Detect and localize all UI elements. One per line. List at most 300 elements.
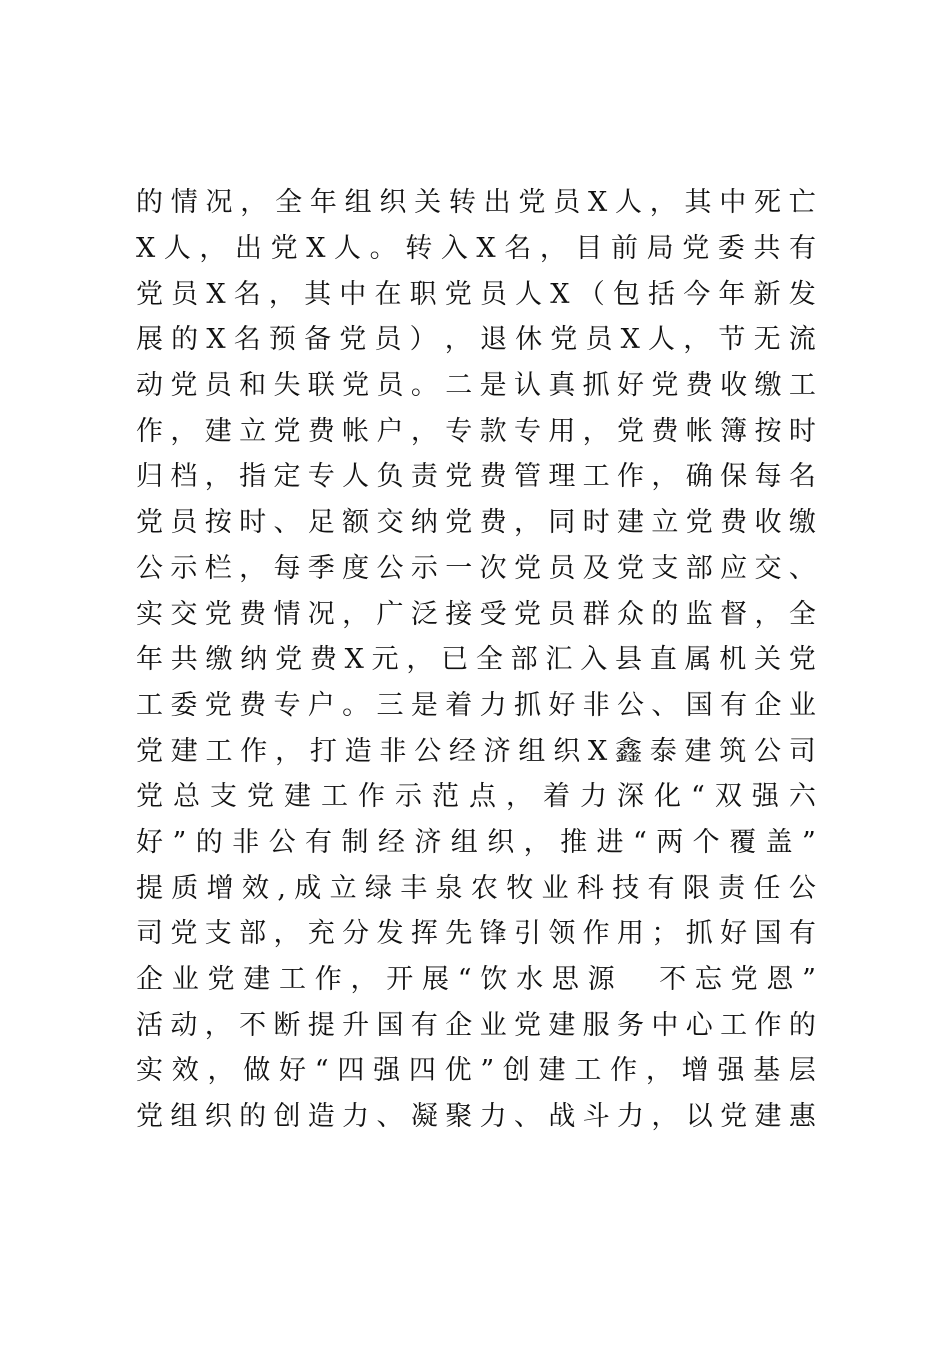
glyph: 、 (273, 507, 301, 539)
glyph: 中 (719, 187, 747, 219)
glyph: 时 (239, 507, 267, 539)
glyph: 科 (576, 872, 604, 904)
glyph: 情 (273, 598, 301, 630)
glyph: 着 (445, 689, 473, 721)
glyph: 应 (720, 552, 748, 584)
glyph: 死 (754, 187, 782, 219)
glyph: 员 (170, 507, 198, 539)
glyph: 党 (339, 324, 367, 356)
glyph: 元 (371, 644, 399, 676)
glyph: 抓 (513, 689, 541, 721)
glyph: 活 (136, 1009, 163, 1041)
glyph: 六 (788, 781, 816, 813)
glyph: 工 (788, 370, 816, 402)
glyph: 纳 (240, 644, 268, 676)
glyph: 部 (685, 552, 713, 584)
glyph: 次 (479, 552, 507, 584)
glyph: ， (240, 187, 268, 219)
glyph: 专 (307, 461, 335, 493)
glyph: 好 (279, 1055, 306, 1087)
glyph: 包 (612, 278, 640, 310)
glyph: 监 (685, 598, 713, 630)
glyph: ， (410, 415, 438, 447)
glyph: 委 (170, 689, 198, 721)
glyph: 备 (304, 324, 332, 356)
glyph: 有 (788, 233, 816, 265)
glyph: 员 (585, 324, 613, 356)
glyph: 和 (239, 370, 267, 402)
glyph: 抓 (685, 918, 713, 950)
glyph: 组 (344, 187, 372, 219)
glyph: 党 (651, 370, 679, 402)
glyph: 帐 (342, 415, 370, 447)
glyph: 个 (692, 826, 720, 858)
glyph: 质 (171, 872, 199, 904)
glyph: 况 (205, 187, 233, 219)
glyph: 名 (788, 461, 816, 493)
glyph: 开 (386, 964, 414, 996)
glyph: 人 (515, 278, 543, 310)
glyph: 力 (580, 781, 607, 813)
glyph: 强 (373, 1055, 401, 1087)
glyph: 司 (136, 918, 163, 950)
glyph: 制 (341, 826, 369, 858)
glyph: 展 (422, 964, 449, 996)
glyph: 点 (469, 781, 496, 813)
glyph: 司 (788, 735, 816, 767)
glyph: 二 (445, 370, 473, 402)
glyph: 凝 (410, 1101, 438, 1133)
glyph: 领 (548, 918, 576, 950)
glyph: 做 (243, 1055, 271, 1087)
glyph: 属 (684, 644, 712, 676)
glyph: 入 (580, 644, 608, 676)
glyph: 员 (479, 278, 507, 310)
text-line (136, 454, 816, 500)
glyph: X (620, 324, 640, 356)
glyph: 交 (376, 507, 404, 539)
glyph: 名 (233, 324, 261, 356)
glyph: 责 (410, 461, 438, 493)
glyph: ” (802, 964, 816, 996)
glyph: 泰 (649, 735, 677, 767)
glyph: X (550, 278, 570, 310)
glyph: 党 (730, 964, 758, 996)
glyph: 造 (307, 1101, 335, 1133)
glyph: ， (506, 781, 533, 813)
glyph: 费 (307, 415, 335, 447)
glyph: 、 (651, 689, 679, 721)
glyph: 栏 (204, 552, 232, 584)
glyph: 工 (582, 461, 610, 493)
glyph: 费 (309, 644, 337, 676)
text-line (136, 226, 816, 272)
glyph: 作 (240, 735, 268, 767)
glyph: ， (239, 552, 267, 584)
glyph: 组 (170, 1101, 198, 1133)
glyph: 业 (541, 872, 569, 904)
glyph: 公 (414, 735, 442, 767)
glyph: 关 (414, 187, 442, 219)
glyph: ） (409, 324, 437, 356)
glyph: 党 (207, 964, 235, 996)
glyph: 工 (574, 1055, 602, 1087)
glyph: 人 (342, 461, 370, 493)
glyph: 在 (374, 278, 402, 310)
glyph: 济 (414, 826, 442, 858)
glyph: 委 (717, 233, 745, 265)
glyph: 中 (651, 1009, 679, 1041)
glyph: 纳 (410, 507, 438, 539)
glyph: 党 (444, 278, 472, 310)
glyph: ， (350, 964, 378, 996)
glyph: ， (582, 415, 610, 447)
glyph: 工 (205, 735, 233, 767)
glyph: 引 (513, 918, 541, 950)
glyph: X (587, 735, 608, 767)
text-line (136, 591, 816, 637)
glyph: 年 (136, 644, 163, 676)
glyph: 党 (518, 187, 546, 219)
glyph: ， (406, 644, 434, 676)
glyph: 员 (548, 552, 576, 584)
glyph: 党 (788, 644, 816, 676)
glyph: 费 (720, 507, 748, 539)
glyph: ， (268, 278, 296, 310)
glyph: 盖 (765, 826, 793, 858)
glyph: 进 (596, 826, 624, 858)
glyph: 指 (239, 461, 267, 493)
glyph: 非 (582, 689, 610, 721)
glyph: 工 (136, 689, 163, 721)
glyph: 企 (445, 1009, 473, 1041)
glyph: 用 (548, 415, 576, 447)
glyph: 有 (788, 918, 816, 950)
glyph: 退 (479, 324, 507, 356)
glyph: 服 (582, 1009, 610, 1041)
glyph: 以 (685, 1101, 713, 1133)
glyph: 斗 (582, 1101, 610, 1133)
glyph: 覆 (729, 826, 757, 858)
glyph: 国 (376, 1009, 404, 1041)
glyph: 务 (617, 1009, 645, 1041)
glyph: 时 (582, 507, 610, 539)
glyph: ， (539, 233, 567, 265)
glyph: ， (523, 826, 551, 858)
text-line (136, 1094, 816, 1140)
glyph: 费 (239, 598, 267, 630)
glyph: “ (457, 964, 472, 996)
glyph: 提 (307, 1009, 335, 1041)
glyph: 织 (553, 735, 581, 767)
glyph: 缴 (754, 370, 782, 402)
glyph: 发 (376, 918, 404, 950)
glyph: 人 (614, 187, 642, 219)
glyph: 公 (617, 689, 645, 721)
glyph: 国 (685, 689, 713, 721)
glyph: ， (649, 187, 677, 219)
text-line (136, 408, 816, 454)
glyph: 锋 (479, 918, 507, 950)
glyph: 每 (754, 461, 782, 493)
glyph: 业 (479, 1009, 507, 1041)
glyph: ， (204, 1009, 232, 1041)
glyph: 真 (548, 370, 576, 402)
glyph: 联 (307, 370, 335, 402)
glyph: 党 (170, 370, 198, 402)
glyph: 党 (720, 1101, 748, 1133)
glyph: 户 (376, 415, 404, 447)
glyph: 企 (136, 964, 163, 996)
glyph: 督 (720, 598, 748, 630)
glyph: 亡 (788, 187, 816, 219)
glyph: 升 (342, 1009, 370, 1041)
glyph: 发 (788, 278, 816, 310)
glyph: 示 (410, 552, 438, 584)
glyph: 括 (648, 278, 676, 310)
glyph: 好 (548, 689, 576, 721)
glyph: 党 (513, 598, 541, 630)
text-line (136, 271, 816, 317)
glyph: , (277, 872, 286, 904)
glyph: ， (199, 233, 227, 265)
glyph: 季 (307, 552, 335, 584)
glyph: 况 (307, 598, 335, 630)
glyph: 聚 (445, 1101, 473, 1133)
glyph: 造 (344, 735, 372, 767)
text-line (136, 363, 816, 409)
glyph: 部 (510, 644, 538, 676)
glyph: ， (207, 1055, 235, 1087)
glyph: 建 (684, 735, 712, 767)
glyph: 县 (614, 644, 642, 676)
glyph: 分 (342, 918, 370, 950)
glyph: 作 (754, 1009, 782, 1041)
glyph: 着 (543, 781, 570, 813)
glyph: 党 (445, 507, 473, 539)
glyph: 部 (239, 918, 267, 950)
glyph: 力 (479, 689, 507, 721)
glyph: 员 (204, 370, 232, 402)
glyph: 户 (307, 689, 335, 721)
glyph: 交 (170, 598, 198, 630)
text-line (136, 774, 816, 820)
glyph: ” (172, 826, 187, 858)
glyph: 忘 (694, 964, 722, 996)
glyph: 认 (513, 370, 541, 402)
glyph: 群 (582, 598, 610, 630)
glyph: 情 (170, 187, 198, 219)
glyph: 建 (538, 1055, 566, 1087)
glyph: 其 (684, 187, 712, 219)
glyph: 展 (136, 324, 163, 356)
glyph: 党 (550, 324, 578, 356)
glyph: 化 (654, 781, 681, 813)
glyph: 公 (376, 552, 404, 584)
glyph: 立 (329, 872, 357, 904)
glyph: 员 (376, 370, 404, 402)
glyph: 汇 (545, 644, 573, 676)
glyph: 有 (410, 1009, 438, 1041)
glyph: 泉 (435, 872, 463, 904)
glyph: 局 (646, 233, 674, 265)
glyph: 支 (204, 918, 232, 950)
glyph: 力 (342, 1101, 370, 1133)
glyph: 足 (307, 507, 335, 539)
glyph: 断 (273, 1009, 301, 1041)
glyph: 广 (376, 598, 404, 630)
glyph: 基 (753, 1055, 781, 1087)
glyph: 好 (720, 918, 748, 950)
glyph: “ (314, 1055, 329, 1087)
glyph: 心 (685, 1009, 713, 1041)
glyph: ， (204, 461, 232, 493)
glyph: 额 (342, 507, 370, 539)
glyph: 预 (268, 324, 296, 356)
glyph: 建 (243, 964, 271, 996)
glyph: 年 (718, 278, 746, 310)
glyph: 的 (171, 324, 199, 356)
glyph: 缴 (788, 507, 816, 539)
glyph: 及 (582, 552, 610, 584)
glyph: 源 (587, 964, 615, 996)
glyph: 有 (305, 826, 332, 858)
glyph: 作 (610, 1055, 638, 1087)
glyph: 范 (432, 781, 459, 813)
glyph: 限 (682, 872, 710, 904)
text-line (136, 957, 816, 1003)
glyph: 党 (270, 233, 298, 265)
glyph: 工 (720, 1009, 748, 1041)
glyph: 全 (788, 598, 816, 630)
glyph: 党 (617, 552, 645, 584)
glyph: 效 (171, 1055, 199, 1087)
glyph: 示 (395, 781, 422, 813)
glyph: 名 (504, 233, 532, 265)
glyph: 建 (204, 415, 232, 447)
glyph: 直 (649, 644, 677, 676)
glyph: 饮 (480, 964, 508, 996)
glyph: 技 (612, 872, 640, 904)
glyph: 建 (170, 735, 198, 767)
glyph: 非 (379, 735, 407, 767)
glyph: 关 (754, 644, 782, 676)
glyph: 簿 (720, 415, 748, 447)
glyph: 众 (617, 598, 645, 630)
glyph: 创 (273, 1101, 301, 1133)
glyph: 、 (788, 552, 816, 584)
glyph: 先 (445, 918, 473, 950)
glyph: ， (651, 1101, 679, 1133)
glyph: 作 (136, 415, 163, 447)
glyph: 的 (195, 826, 223, 858)
glyph: 转 (448, 187, 476, 219)
glyph: 党 (513, 1009, 541, 1041)
glyph: 实 (136, 598, 163, 630)
glyph: 党 (342, 370, 370, 402)
glyph: 实 (136, 1055, 163, 1087)
glyph: 支 (651, 552, 679, 584)
glyph: 失 (273, 370, 301, 402)
glyph: X (587, 187, 608, 219)
glyph: 出 (235, 233, 263, 265)
glyph: 全 (475, 644, 503, 676)
glyph: 挥 (410, 918, 438, 950)
text-line (136, 1048, 816, 1094)
glyph: 的 (239, 1101, 267, 1133)
glyph: 国 (754, 918, 782, 950)
glyph: 公 (788, 872, 816, 904)
glyph: 惠 (788, 1101, 816, 1133)
glyph: 成 (294, 872, 322, 904)
glyph: 节 (718, 324, 746, 356)
glyph: 济 (483, 735, 511, 767)
glyph: 定 (273, 461, 301, 493)
glyph: 交 (754, 552, 782, 584)
glyph: 水 (516, 964, 544, 996)
glyph: 有 (647, 872, 675, 904)
glyph: 党 (170, 918, 198, 950)
glyph: 党 (685, 507, 713, 539)
glyph: 帐 (685, 415, 713, 447)
glyph: 战 (548, 1101, 576, 1133)
glyph: ； (651, 918, 679, 950)
glyph: 党 (617, 415, 645, 447)
glyph: 人 (334, 233, 362, 265)
glyph: 的 (788, 1009, 816, 1041)
glyph: 恩 (766, 964, 794, 996)
glyph: 工 (321, 781, 348, 813)
glyph: 作 (314, 964, 342, 996)
glyph: 织 (379, 187, 407, 219)
glyph: 收 (754, 507, 782, 539)
glyph: 经 (448, 735, 476, 767)
glyph: 两 (656, 826, 684, 858)
glyph: 效 (241, 872, 269, 904)
glyph: 入 (440, 233, 468, 265)
glyph: 员 (548, 598, 576, 630)
glyph: 党 (204, 598, 232, 630)
glyph: ， (683, 324, 711, 356)
glyph: 出 (483, 187, 511, 219)
glyph: 中 (339, 278, 367, 310)
glyph: 业 (788, 689, 816, 721)
glyph: 动 (136, 370, 163, 402)
glyph: 用 (617, 918, 645, 950)
glyph: 深 (617, 781, 644, 813)
glyph: 归 (136, 461, 163, 493)
glyph: 档 (170, 461, 198, 493)
glyph: 专 (513, 415, 541, 447)
glyph: 示 (170, 552, 198, 584)
glyph: 时 (788, 415, 816, 447)
glyph: 织 (204, 1101, 232, 1133)
glyph: 经 (377, 826, 405, 858)
glyph: 党 (136, 1101, 163, 1133)
glyph: 农 (470, 872, 498, 904)
text-line (136, 911, 816, 957)
glyph: 强 (717, 1055, 745, 1087)
glyph (623, 966, 650, 993)
glyph: X (206, 324, 226, 356)
glyph: 立 (239, 415, 267, 447)
glyph: 不 (659, 964, 687, 996)
glyph: 确 (685, 461, 713, 493)
glyph: X (136, 233, 156, 265)
glyph: 人 (163, 233, 191, 265)
text-line (136, 546, 816, 592)
glyph: 公 (754, 735, 782, 767)
